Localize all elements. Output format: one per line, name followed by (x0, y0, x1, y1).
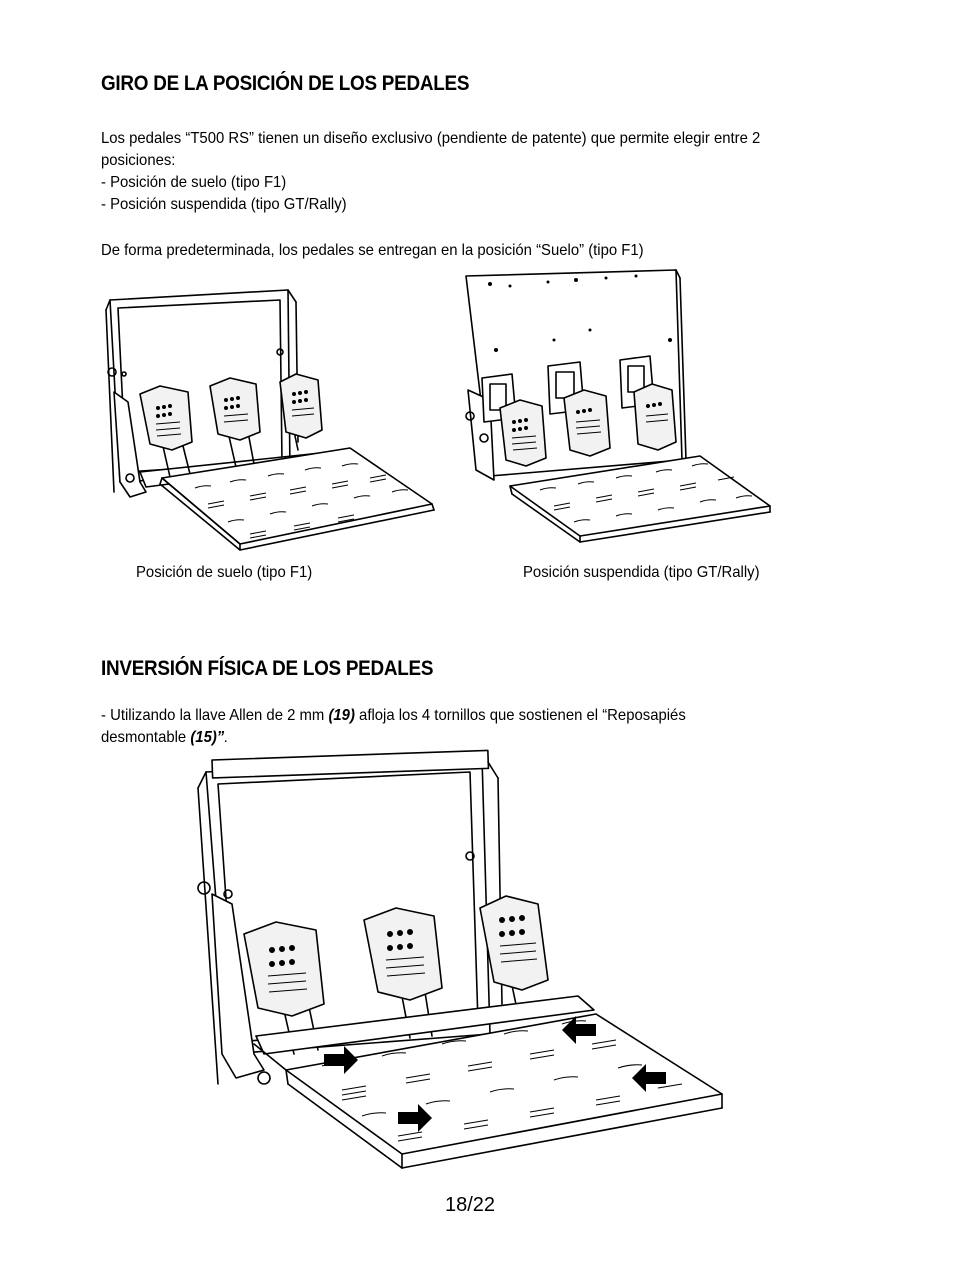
page-number: 18/22 (445, 1194, 496, 1216)
step1-line-1 (101, 705, 686, 727)
step1-line-2 (101, 727, 228, 749)
pedal-set-floor-icon (100, 282, 440, 552)
ref-footrest: (15)” (190, 729, 225, 746)
step1-text-f: . (224, 729, 229, 746)
caption-floor-position: Posición de suelo (tipo F1) (136, 564, 313, 581)
bullet-suspended: - Posición suspendida (tipo GT/Rally) (101, 196, 347, 213)
bullet-floor: - Posición de suelo (tipo F1) (101, 174, 287, 191)
step1-text-a: - Utilizando la llave Allen de 2 mm (101, 707, 329, 724)
intro-line-1: Los pedales “T500 RS” tienen un diseño exclusivo (pendiente de patente) que permite elegir entre 2 (101, 130, 761, 147)
ref-allen-key: (19) (328, 707, 355, 724)
section-title-rotation: GIRO DE LA POSICIÓN DE LOS PEDALES (101, 72, 470, 95)
intro-line-2: posiciones: (101, 152, 176, 169)
caption-suspended-position: Posición suspendida (tipo GT/Rally) (523, 564, 760, 581)
pedal-set-suspended-icon (460, 270, 770, 540)
step1-text-c: afloja los 4 tornillos que sostienen el “Reposapiés (354, 707, 686, 724)
step1-text-d: desmontable (101, 729, 191, 746)
section-title-inversion: INVERSIÓN FÍSICA DE LOS PEDALES (101, 657, 434, 680)
default-position-text: De forma predeterminada, los pedales se entregan en la posición “Suelo” (tipo F1) (101, 242, 644, 259)
pedal-set-screw-arrows-icon (192, 754, 732, 1174)
